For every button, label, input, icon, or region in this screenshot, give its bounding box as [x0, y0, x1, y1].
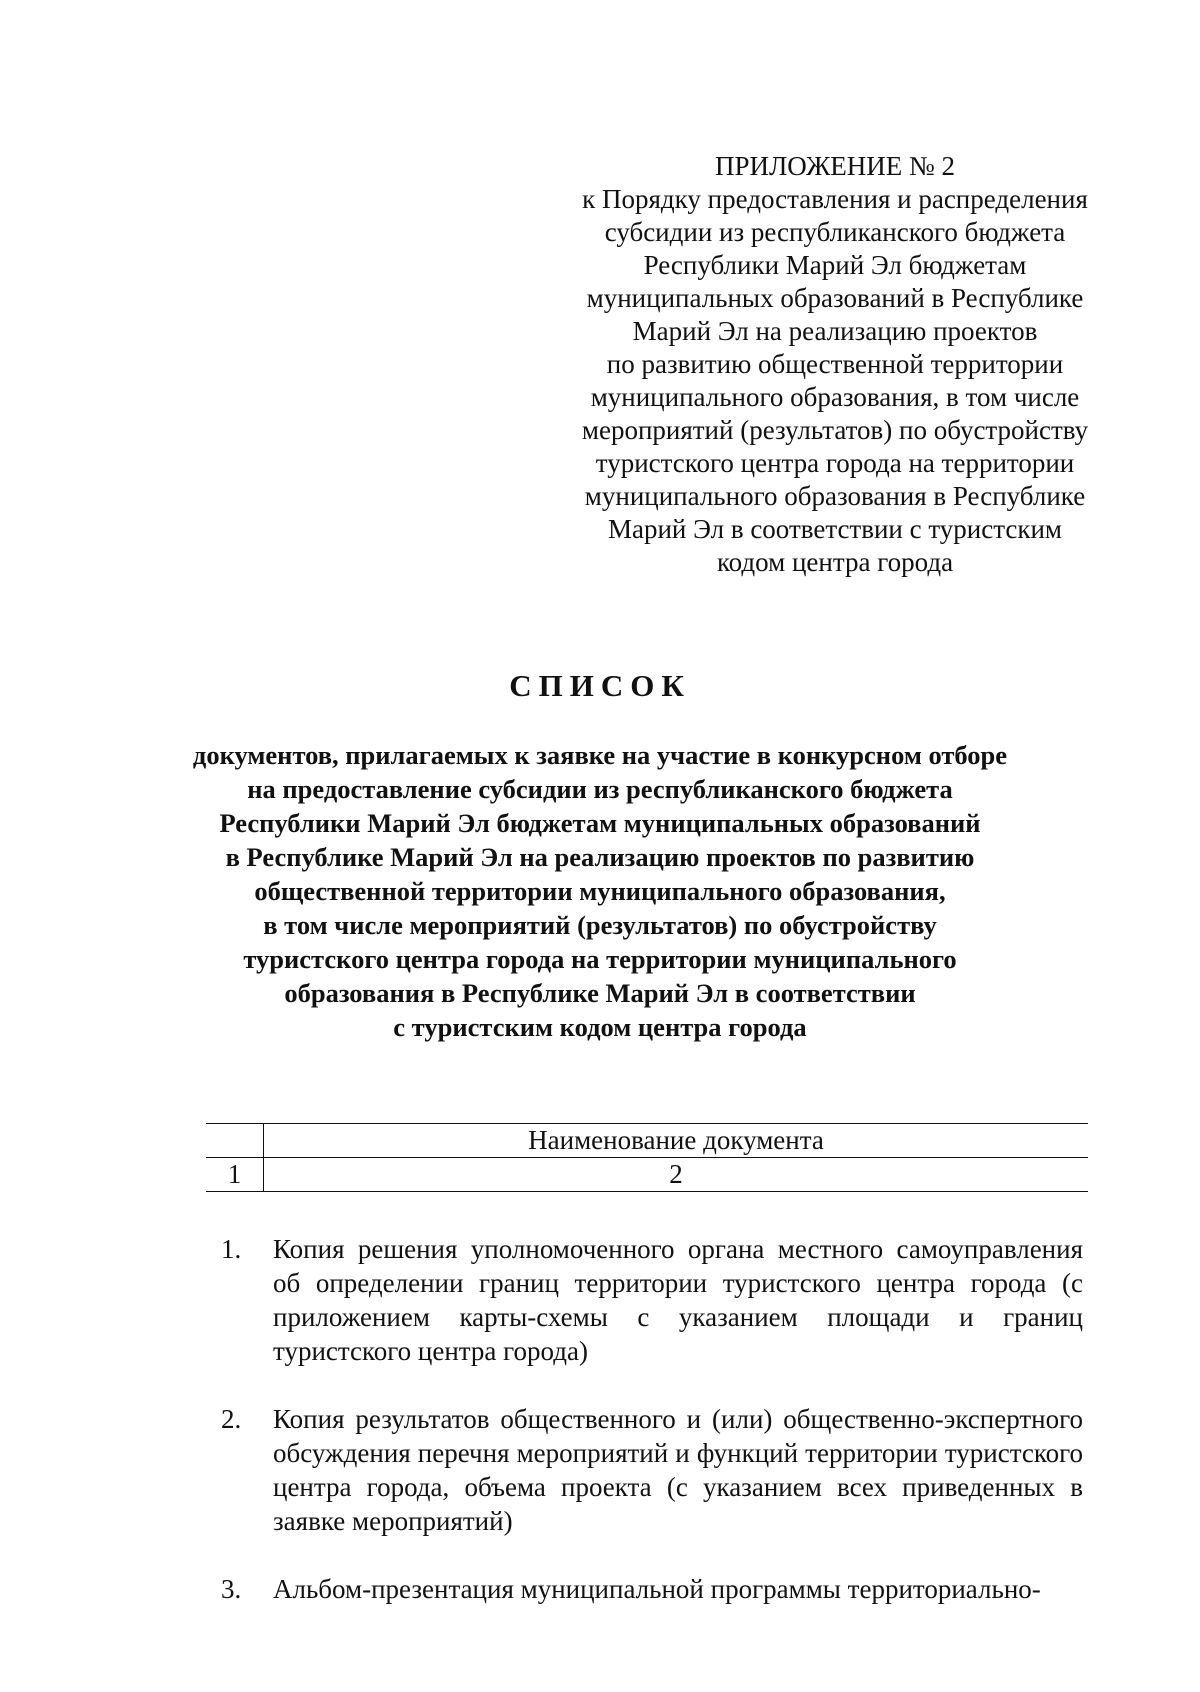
- table-header-cell: [206, 1124, 264, 1158]
- list-item-number: 2.: [221, 1404, 242, 1434]
- list-item-text: Альбом-презентация муниципальной программы территориально-: [273, 1574, 1041, 1604]
- appendix-line: ПРИЛОЖЕНИЕ № 2: [714, 151, 956, 181]
- table-header-cell: Наименование документа: [264, 1124, 1089, 1158]
- appendix-line: мероприятий (результатов) по обустройству: [581, 415, 1089, 445]
- appendix-line: по развитию общественной территории: [606, 349, 1064, 379]
- appendix-line: к Порядку предоставления и распределения: [582, 184, 1088, 214]
- appendix-line: муниципального образования в Республике: [584, 481, 1086, 511]
- subtitle-line: на предоставление субсидии из республиканского бюджета: [247, 774, 953, 804]
- table-number-row: [206, 1158, 1088, 1192]
- list-item-text: Копия решения уполномоченного органа местного самоуправления об определении границ территории туристского центра города (с приложением карты-схемы с указанием площади и границ туристского центра города): [273, 1234, 1083, 1366]
- appendix-line: Марий Эл на реализацию проектов: [632, 316, 1038, 346]
- subtitle-line: общественной территории муниципального образования,: [254, 876, 946, 906]
- appendix-line: кодом центра города: [716, 547, 954, 577]
- subtitle-line: документов, прилагаемых к заявке на участие в конкурсном отборе: [192, 740, 1008, 770]
- subtitle-line: туристского центра города на территории муниципального: [243, 944, 957, 974]
- document-title: СПИСОК: [509, 668, 691, 703]
- documents-table: [206, 1123, 1088, 1192]
- list-item: [215, 1572, 1083, 1606]
- appendix-line: туристского центра города на территории: [595, 448, 1075, 478]
- appendix-line: муниципального образования, в том числе: [590, 382, 1080, 412]
- subtitle-line: в Республике Марий Эл на реализацию проектов по развитию: [225, 842, 975, 872]
- documents-list: [215, 1232, 1083, 1640]
- appendix-line: Марий Эл в соответствии с туристским: [607, 514, 1063, 544]
- appendix-header: [555, 150, 1115, 579]
- appendix-line: субсидии из республиканского бюджета: [604, 217, 1066, 247]
- table-number-cell: 2: [264, 1158, 1089, 1192]
- document-subtitle: [150, 738, 1050, 1044]
- list-item-number: 3.: [221, 1574, 242, 1604]
- appendix-line: муниципальных образований в Республике: [586, 283, 1084, 313]
- list-item-number: 1.: [221, 1234, 242, 1264]
- list-item: [215, 1232, 1083, 1368]
- list-item-text: Копия результатов общественного и (или) общественно-экспертного обсуждения перечня мероприятий и функций территории туристского центра города, объема проекта (с указанием всех приведенных в заявке мероприятий): [273, 1404, 1083, 1536]
- subtitle-line: в том числе мероприятий (результатов) по обустройству: [263, 910, 937, 940]
- subtitle-line: образования в Республике Марий Эл в соответствии: [284, 978, 916, 1008]
- table-number-cell: 1: [206, 1158, 264, 1192]
- subtitle-line: с туристским кодом центра города: [393, 1012, 807, 1042]
- table-header-row: [206, 1124, 1088, 1158]
- appendix-line: Республики Марий Эл бюджетам: [643, 250, 1027, 280]
- list-item: [215, 1402, 1083, 1538]
- subtitle-line: Республики Марий Эл бюджетам муниципальных образований: [219, 808, 981, 838]
